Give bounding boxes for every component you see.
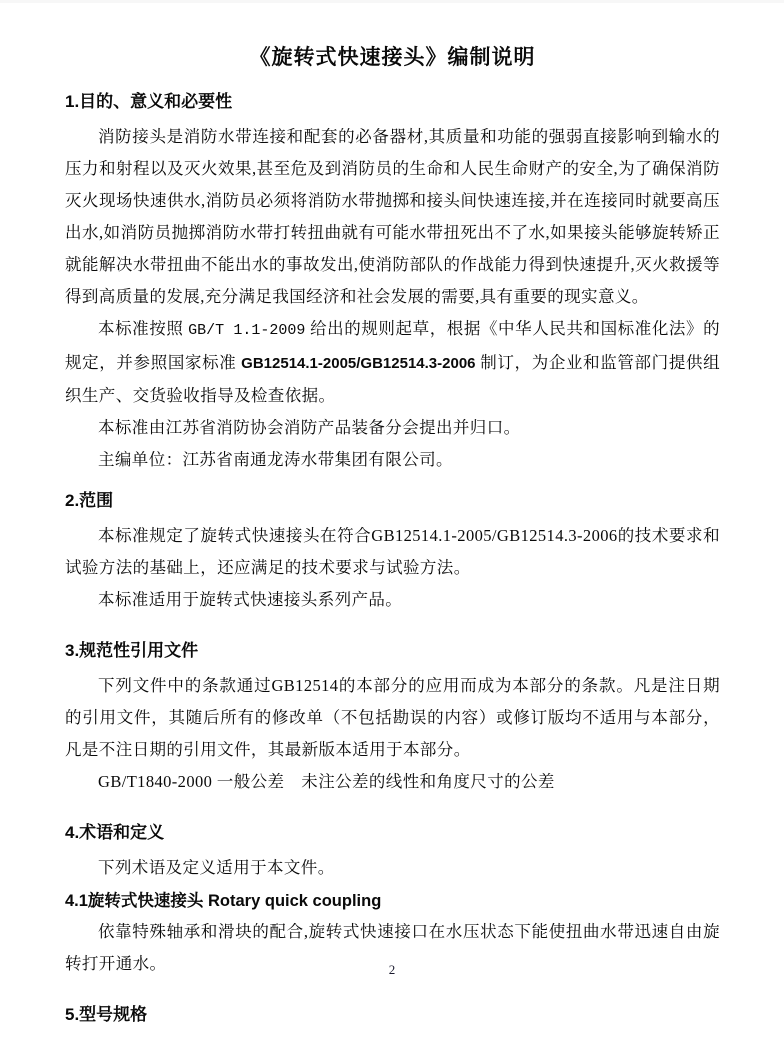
section-4-heading: 4.术语和定义	[65, 823, 165, 842]
standard-ref-gb12514: GB12514.1-2005/GB12514.3-2006	[241, 355, 476, 372]
section-2-paragraph-1: 本标准规定了旋转式快速接头在符合GB12514.1-2005/GB12514.3-2006的技术要求和试验方法的基础上，还应满足的技术要求与试验方法。	[65, 526, 720, 577]
section-4-1-heading: 4.1旋转式快速接头 Rotary quick coupling	[65, 892, 382, 910]
paragraph-text: 制订，为企业和监管部门提供组织生产、交货验收指导及检查依据。	[65, 353, 721, 405]
section-3-paragraph-1: 下列文件中的条款通过GB12514的本部分的应用而成为本部分的条款。凡是注日期的引用文件，其随后所有的修改单（不包括勘误的内容）或修订版均不适用与本部分，凡是不注日期的引用文件，其最新版本适用于本部分。	[65, 676, 720, 759]
page-title: 《旋转式快速接头》编制说明	[249, 46, 536, 69]
section-3-reference-1: GB/T1840-2000 一般公差 未注公差的线性和角度尺寸的公差	[98, 772, 555, 791]
paragraph-text: 本标准按照	[98, 319, 189, 338]
section-4-paragraph-1: 下列术语及定义适用于本文件。	[98, 858, 335, 877]
section-1-heading: 1.目的、意义和必要性	[65, 92, 233, 111]
section-4-1-paragraph-1: 依靠特殊轴承和滑块的配合,旋转式快速接口在水压状态下能使扭曲水带迅速自由旋转打开通水。	[65, 922, 720, 973]
standard-ref-gbt11: GB/T 1.1-2009	[188, 322, 306, 339]
section-1-paragraph-3: 本标准由江苏省消防协会消防产品装备分会提出并归口。	[98, 418, 521, 437]
section-5-heading: 5.型号规格	[65, 1005, 148, 1024]
paragraph-text: 给出的规则起草，根据《中华人民共和国标准化法》的规定，并参照国家标准	[65, 319, 720, 372]
section-1-paragraph-1: 消防接头是消防水带连接和配套的必备器材,其质量和功能的强弱直接影响到输水的压力和射程以及灭火效果,甚至危及到消防员的生命和人民生命财产的安全,为了确保消防灭火现场快速供水,消防员必须将消防水带抛掷和接头间快速连接,并在连接同时就要高压出水,如消防员抛掷消防水带打转扭曲就有可能水带扭死出不了水,如果接头能够旋转矫正就能解决水带扭曲不能出水的事故发出,使消防部队的作战能力得到快速提升,灭火救援等得到高质量的发展,充分满足我国经济和社会发展的需要,具有重要的现实意义。	[65, 127, 720, 306]
section-1-paragraph-2	[65, 313, 720, 412]
section-2-paragraph-2: 本标准适用于旋转式快速接头系列产品。	[98, 590, 403, 609]
page-number: 2	[388, 962, 396, 977]
section-3-heading: 3.规范性引用文件	[65, 641, 199, 660]
section-1-paragraph-4: 主编单位：江苏省南通龙涛水带集团有限公司。	[98, 450, 453, 469]
section-2-heading: 2.范围	[65, 491, 114, 510]
